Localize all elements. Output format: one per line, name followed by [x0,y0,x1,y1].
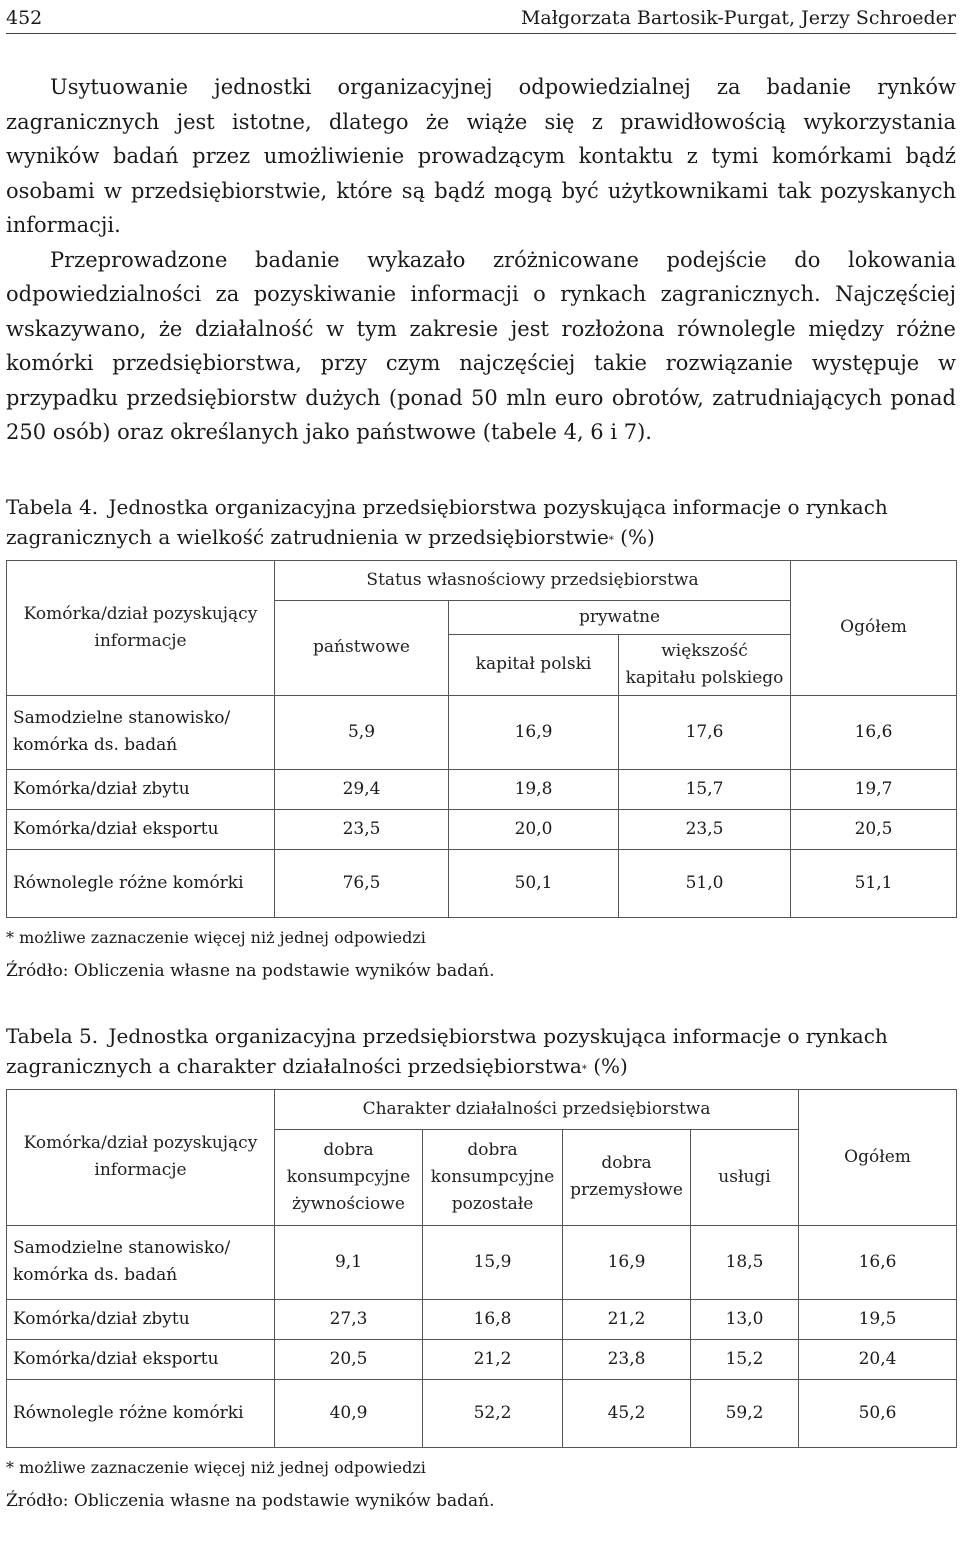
table4-state-header: państwowe [275,600,449,695]
table-cell: 23,8 [563,1339,691,1379]
table4-caption-unit: (%) [620,524,655,549]
table5 [6,1089,957,1448]
table-cell: 23,5 [619,809,791,849]
row-label: Komórka/dział zbytu [7,769,275,809]
table5-food-header: dobra konsumpcyjne żywnościowe [275,1129,423,1225]
table-cell: 16,8 [423,1299,563,1339]
row-label: Równolegle różne komórki [7,1379,275,1447]
table-row [7,809,957,849]
table-cell: 15,7 [619,769,791,809]
table-cell: 19,7 [791,769,957,809]
table5-total-header: Ogółem [799,1089,957,1225]
table-cell: 27,3 [275,1299,423,1339]
table-row [7,769,957,809]
table-cell: 13,0 [691,1299,799,1339]
table-row [7,849,957,917]
table4-rowlabel-header: Komórka/dział pozyskujący informacje [7,560,275,695]
table4-majority-header: większość kapitału polskiego [619,634,791,695]
table-cell: 59,2 [691,1379,799,1447]
table-cell: 16,6 [791,695,957,769]
table-cell: 21,2 [423,1339,563,1379]
table-cell: 50,6 [799,1379,957,1447]
table5-source: Źródło: Obliczenia własne na podstawie wyników badań. [6,1490,495,1511]
table5-other-header: dobra konsumpcyjne pozostałe [423,1129,563,1225]
table-cell: 29,4 [275,769,449,809]
table-cell: 51,1 [791,849,957,917]
table-cell: 19,8 [449,769,619,809]
table-cell: 15,2 [691,1339,799,1379]
running-header [6,0,956,34]
table4-caption-mark: * [608,534,614,546]
table-cell: 20,0 [449,809,619,849]
table-cell: 20,5 [275,1339,423,1379]
table-cell: 17,6 [619,695,791,769]
table5-label: Tabela 5. [6,1023,99,1048]
table-cell: 16,9 [449,695,619,769]
table-row [7,1379,957,1447]
table4-label: Tabela 4. [6,494,99,519]
table5-note: * możliwe zaznaczenie więcej niż jednej odpowiedzi [6,1457,426,1477]
table5-block [6,1021,956,1511]
table5-caption-unit: (%) [593,1053,628,1078]
table5-rowlabel-header: Komórka/dział pozyskujący informacje [7,1089,275,1225]
body-paragraph-1: Usytuowanie jednostki organizacyjnej odpowiedzialnej za badanie rynków zagranicznych jest istotne, dlatego że wiąże się z prawidłowością wykorzystania wyników badań przez umożliwienie prowadzącym kontaktu z tymi komórkami bądź osobami w przedsiębiorstwie, które są bądź mogą być użytkownikami tak pozyskanych informacji. [6,75,956,237]
table-cell: 52,2 [423,1379,563,1447]
table-cell: 51,0 [619,849,791,917]
table-cell: 5,9 [275,695,449,769]
row-label: Samodzielne stanowisko/ komórka ds. badań [7,695,275,769]
table-cell: 21,2 [563,1299,691,1339]
page [6,0,956,1511]
table5-caption-text: Jednostka organizacyjna przedsiębiorstwa pozyskująca informacje o rynkach zagranicznych a charakter działalności przedsiębiorstwa [6,1023,888,1078]
table-row [7,1225,957,1299]
table-cell: 23,5 [275,809,449,849]
running-authors: Małgorzata Bartosik-Purgat, Jerzy Schroeder [520,7,956,29]
row-label: Komórka/dział eksportu [7,809,275,849]
table5-group-header: Charakter działalności przedsiębiorstwa [275,1089,799,1129]
table-cell: 40,9 [275,1379,423,1447]
body-paragraph-2: Przeprowadzone badanie wykazało zróżnicowane podejście do lokowania odpowiedzialności za pozyskiwanie informacji o rynkach zagranicznych. Najczęściej wskazywano, że działalność w tym zakresie jest rozłożona równolegle między różne komórki przedsiębiorstwa, przy czym najczęściej takie rozwiązanie występuje w przypadku przedsiębiorstw dużych (ponad 50 mln euro obrotów, zatrudniających ponad 250 osób) oraz określanych jako państwowe (tabele 4, 6 i 7). [6,247,956,444]
table-row [7,695,957,769]
table5-caption [6,1021,956,1081]
table-cell: 45,2 [563,1379,691,1447]
table5-caption-mark: * [581,1063,587,1075]
table4-polish-header: kapitał polski [449,634,619,695]
table4-total-header: Ogółem [791,560,957,695]
table4-caption-text: Jednostka organizacyjna przedsiębiorstwa pozyskująca informacje o rynkach zagranicznych a wielkość zatrudnienia w przedsiębiorstwie [6,494,888,549]
table4-private-header: prywatne [449,600,791,634]
table-cell: 16,9 [563,1225,691,1299]
table4-block [6,492,956,981]
row-label: Komórka/dział eksportu [7,1339,275,1379]
table-cell: 15,9 [423,1225,563,1299]
table-cell: 76,5 [275,849,449,917]
table-cell: 19,5 [799,1299,957,1339]
table4-source: Źródło: Obliczenia własne na podstawie wyników badań. [6,960,495,981]
table-row [7,1299,957,1339]
row-label: Komórka/dział zbytu [7,1299,275,1339]
table5-services-header: usługi [691,1129,799,1225]
table4 [6,560,957,918]
table5-industrial-header: dobra przemysłowe [563,1129,691,1225]
table-row [7,1339,957,1379]
table4-note: * możliwe zaznaczenie więcej niż jednej odpowiedzi [6,927,426,947]
page-number: 452 [6,7,43,29]
table4-group-header: Status własnościowy przedsiębiorstwa [275,560,791,600]
table-cell: 20,4 [799,1339,957,1379]
table-cell: 18,5 [691,1225,799,1299]
row-label: Równolegle różne komórki [7,849,275,917]
table-cell: 16,6 [799,1225,957,1299]
table4-caption [6,492,956,552]
table-cell: 20,5 [791,809,957,849]
row-label: Samodzielne stanowisko/ komórka ds. badań [7,1225,275,1299]
table-cell: 50,1 [449,849,619,917]
table-cell: 9,1 [275,1225,423,1299]
